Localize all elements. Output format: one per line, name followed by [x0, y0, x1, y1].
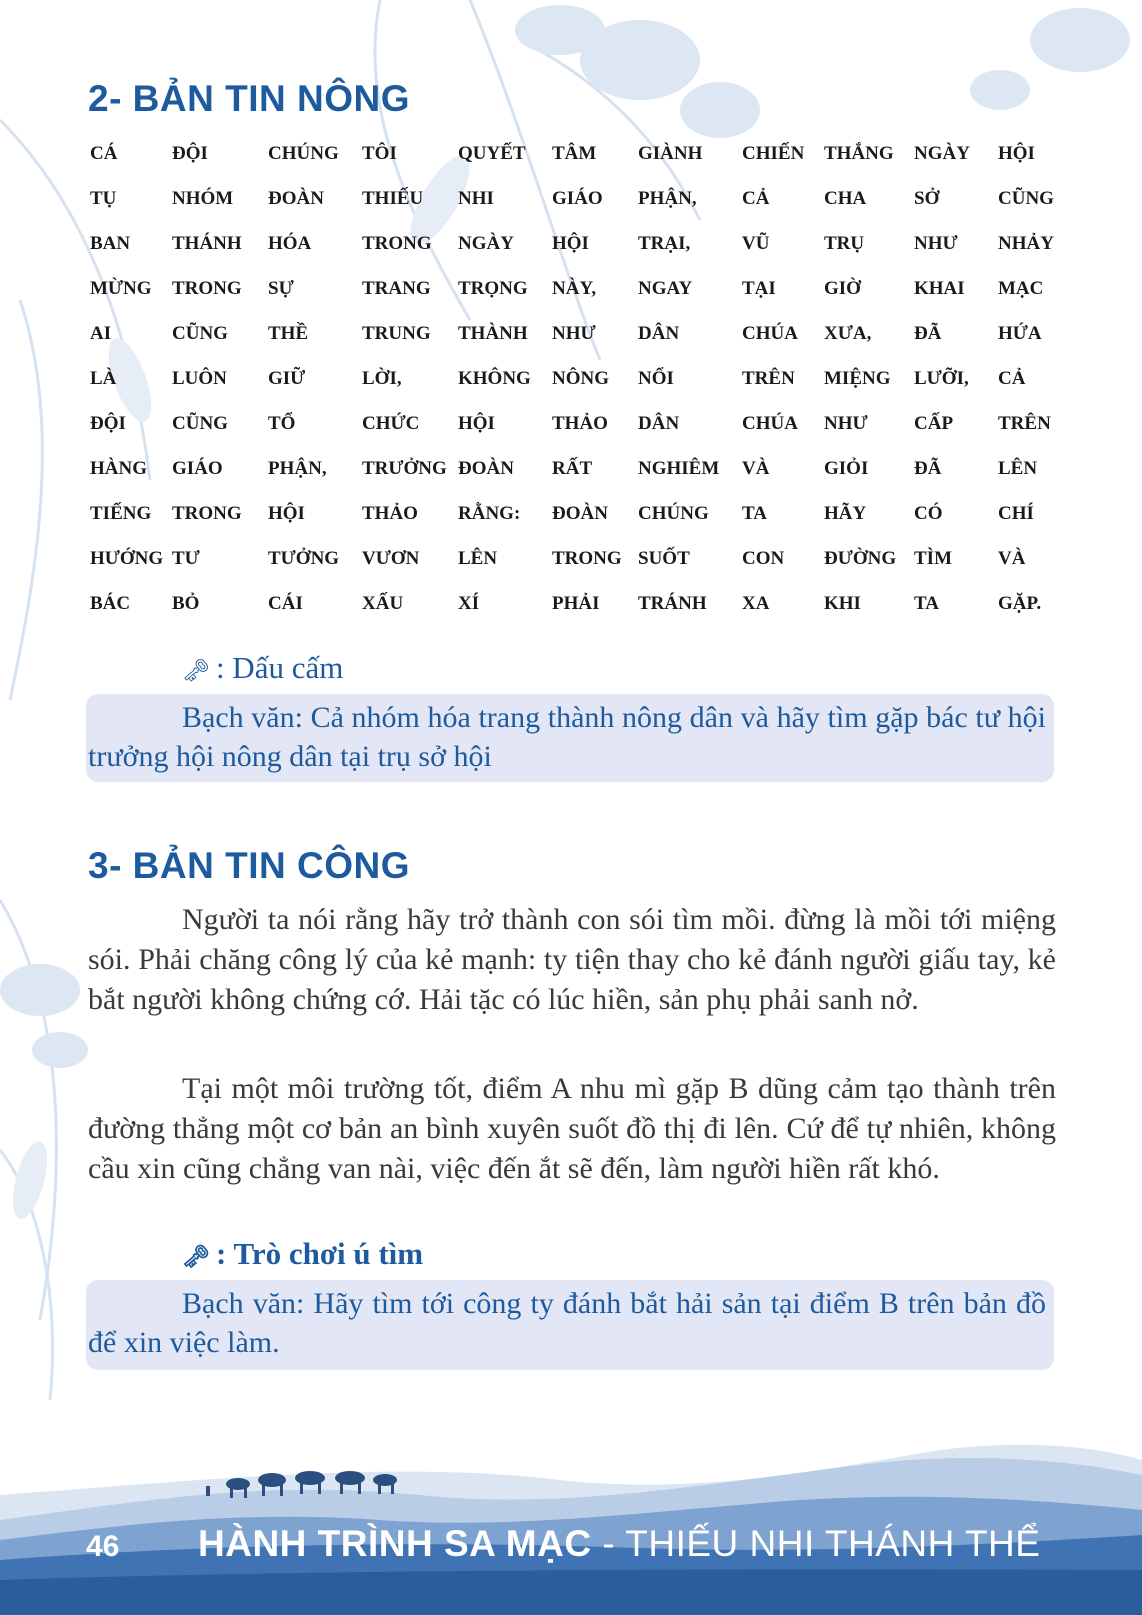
word-grid-cell: GIÀNH: [638, 143, 703, 164]
word-grid-cell: GIỮ: [268, 368, 306, 389]
word-grid-cell: NGHIÊM: [638, 458, 720, 479]
word-grid-row: [90, 323, 1050, 368]
word-grid-cell: MỪNG: [90, 278, 152, 299]
word-grid-cell: THÀNH: [458, 323, 528, 344]
word-grid-row: [90, 188, 1054, 233]
word-grid-cell: THẢO: [552, 413, 608, 434]
word-grid-cell: CHÚNG: [268, 143, 339, 164]
word-grid-cell: BỎ: [172, 593, 200, 614]
word-grid-cell: KHÔNG: [458, 368, 531, 389]
word-grid-cell: CẤP: [914, 413, 954, 434]
word-grid-cell: TRÊN: [998, 413, 1051, 434]
word-grid-cell: XÍ: [458, 593, 480, 614]
word-grid-cell: GIỜ: [824, 278, 861, 299]
word-grid-cell: CŨNG: [172, 413, 228, 434]
word-grid-cell: CẢ: [742, 188, 770, 209]
word-grid-cell: HỘI: [998, 143, 1035, 164]
word-grid-cell: TÂM: [552, 143, 597, 164]
word-grid-cell: SỞ: [914, 188, 940, 209]
word-grid-cell: LƯỠI,: [914, 368, 969, 389]
word-grid-cell: HỘI: [268, 503, 305, 524]
word-grid-cell: LUÔN: [172, 368, 227, 389]
word-grid-cell: SUỐT: [638, 548, 690, 569]
word-grid-cell: RẰNG:: [458, 503, 521, 524]
word-grid-cell: NHẢY: [998, 233, 1054, 254]
word-grid-cell: HÓA: [268, 233, 312, 254]
word-grid-cell: NHƯ: [552, 323, 596, 344]
word-grid-cell: TRỤ: [824, 233, 865, 254]
word-grid-cell: TẠI: [742, 278, 776, 299]
word-grid-cell: CHÚA: [742, 413, 798, 434]
plain-text-box-1: [86, 694, 1054, 782]
word-grid-cell: THIẾU: [362, 188, 424, 209]
footer-title: [198, 1523, 1040, 1565]
word-grid-cell: SỰ: [268, 278, 294, 299]
word-grid-cell: TỔ: [268, 413, 296, 434]
word-grid-cell: HƯỚNG: [90, 548, 164, 569]
word-grid-cell: ĐƯỜNG: [824, 548, 897, 569]
word-grid-cell: XA: [742, 593, 770, 614]
word-grid-cell: TRONG: [552, 548, 622, 569]
word-grid-cell: PHẬN,: [268, 458, 327, 479]
word-grid-cell: TƯỞNG: [268, 548, 340, 569]
word-grid-cell: LỜI,: [362, 368, 402, 389]
word-grid-cell: TRONG: [172, 278, 242, 299]
word-grid-cell: TIẾNG: [90, 503, 152, 524]
word-grid-cell: NGÀY: [458, 233, 514, 254]
word-grid-cell: VƯƠN: [362, 548, 420, 569]
word-grid-cell: TA: [742, 503, 767, 524]
word-grid-cell: TỤ: [90, 188, 117, 209]
word-grid-cell: TRUNG: [362, 323, 431, 344]
word-grid-cell: CẢ: [998, 368, 1026, 389]
word-grid-cell: TRANG: [362, 278, 431, 299]
word-grid-cell: ĐOÀN: [268, 188, 324, 209]
word-grid-cell: LÊN: [458, 548, 498, 569]
key-hint-1: [182, 650, 343, 686]
word-grid-cell: TƯ: [172, 548, 200, 569]
word-grid-cell: GIÁO: [172, 458, 223, 479]
word-grid-cell: QUYẾT: [458, 143, 526, 164]
word-grid-cell: GIỎI: [824, 458, 869, 479]
word-grid-cell: TRỌNG: [458, 278, 528, 299]
word-grid-cell: HỘI: [458, 413, 495, 434]
word-grid-cell: KHI: [824, 593, 861, 614]
plain-text-2: Bạch văn: Hãy tìm tới công ty đánh bắt hải sản tại điểm B trên bản đồ để xin việc làm.: [88, 1287, 1046, 1359]
word-grid-cell: CÁ: [90, 143, 118, 164]
word-grid-cell: TRẠI,: [638, 233, 691, 254]
word-grid-cell: RẤT: [552, 458, 593, 479]
word-grid-cell: THỀ: [268, 323, 309, 344]
word-grid-cell: CHỨC: [362, 413, 420, 434]
word-grid-cell: NGÀY: [914, 143, 970, 164]
word-grid-cell: NHƯ: [824, 413, 868, 434]
word-grid-row: [90, 278, 1050, 323]
word-grid-cell: CHÍ: [998, 503, 1034, 524]
word-grid-row: [90, 368, 1050, 413]
word-grid-cell: NGAY: [638, 278, 693, 299]
word-grid-cell: VŨ: [742, 233, 770, 254]
word-grid-cell: ĐÃ: [914, 323, 942, 344]
word-grid-cell: ĐOÀN: [552, 503, 608, 524]
word-grid-cell: GIÁO: [552, 188, 603, 209]
word-grid-cell: HỘI: [552, 233, 589, 254]
word-grid-cell: ĐỘI: [172, 143, 208, 164]
plain-text-box-2: [86, 1280, 1054, 1370]
word-grid-cell: TA: [914, 593, 939, 614]
word-grid-cell: CHÚNG: [638, 503, 709, 524]
word-grid-cell: TRONG: [362, 233, 432, 254]
word-grid-cell: NHÓM: [172, 188, 234, 209]
word-grid-cell: DÂN: [638, 323, 680, 344]
word-grid-cell: ĐỘI: [90, 413, 126, 434]
word-grid-row: [90, 458, 1050, 503]
word-grid-row: [90, 593, 1050, 638]
word-grid-cell: NHƯ: [914, 233, 958, 254]
footer-title-light: - THIẾU NHI THÁNH THỂ: [591, 1523, 1041, 1564]
word-grid-cell: CŨNG: [172, 323, 228, 344]
word-grid-cell: CHIẾN: [742, 143, 805, 164]
word-grid-cell: DÂN: [638, 413, 680, 434]
word-grid-cell: THẢO: [362, 503, 418, 524]
word-grid-cell: THÁNH: [172, 233, 242, 254]
word-grid-cell: HỨA: [998, 323, 1042, 344]
page-number: 46: [86, 1530, 120, 1563]
word-grid-cell: CON: [742, 548, 785, 569]
word-grid-cell: VÀ: [998, 548, 1026, 569]
word-grid-cell: KHAI: [914, 278, 965, 299]
word-grid-cell: ĐOÀN: [458, 458, 514, 479]
word-grid-cell: CHA: [824, 188, 867, 209]
word-grid-cell: TRƯỞNG: [362, 458, 447, 479]
word-grid-cell: CHÚA: [742, 323, 798, 344]
section-2-heading: 2- BẢN TIN NÔNG: [88, 78, 410, 119]
word-grid-cell: HÃY: [824, 503, 867, 524]
word-grid-cell: NÔNG: [552, 368, 609, 389]
word-grid-cell: LÊN: [998, 458, 1038, 479]
word-grid-cell: VÀ: [742, 458, 770, 479]
word-grid-cell: CŨNG: [998, 188, 1054, 209]
word-grid-cell: BÁC: [90, 593, 131, 614]
word-grid-row: [90, 413, 1050, 458]
section-3-heading: 3- BẢN TIN CÔNG: [88, 845, 410, 886]
word-grid-cell: XẤU: [362, 593, 404, 614]
key-hint-1-label: : Dấu cấm: [215, 650, 344, 685]
section-3-paragraph-2: Tại một môi trường tốt, điểm A nhu mì gặp B dũng cảm tạo thành trên đường thẳng một cơ bản an bình xuyên suốt đồ thị đi lên. Cứ để tự nhiên, không cầu xin cũng chẳng van nài, việc đến ắt sẽ đến, làm người hiền rất khó.: [88, 1072, 1056, 1185]
word-grid-cell: MIỆNG: [824, 368, 891, 389]
word-grid-cell: CÓ: [914, 503, 943, 524]
key-hint-2-label: : Trò chơi ú tìm: [215, 1236, 424, 1271]
word-grid-cell: ĐÃ: [914, 458, 942, 479]
word-grid-cell: PHẢI: [552, 593, 600, 614]
word-grid-cell: TRÁNH: [638, 593, 707, 614]
word-grid-row: [90, 143, 1050, 188]
word-grid-cell: NHI: [458, 188, 494, 209]
key-icon: 🗝: [182, 1243, 210, 1269]
word-grid-row: [90, 233, 1054, 278]
footer-title-bold: HÀNH TRÌNH SA MẠC: [198, 1523, 592, 1564]
word-grid-cell: THẮNG: [824, 143, 894, 164]
word-grid-cell: TÔI: [362, 143, 397, 164]
word-grid-cell: BAN: [90, 233, 131, 254]
word-grid-cell: TÌM: [914, 548, 952, 569]
word-grid-cell: NÀY,: [552, 278, 597, 299]
word-grid-cell: LÀ: [90, 368, 117, 389]
word-grid-row: [90, 548, 1050, 593]
key-icon: 🗝: [182, 657, 210, 683]
word-grid-cell: AI: [90, 323, 112, 344]
section-3-paragraph-1: Người ta nói rằng hãy trở thành con sói tìm mồi. đừng là mồi tới miệng sói. Phải chăng công lý của kẻ mạnh: ty tiện thay cho kẻ đánh người giấu tay, kẻ bắt người không chứng cớ. Hải tặc có lúc hiền, sản phụ phải sanh nở.: [88, 903, 1056, 1016]
word-grid-cell: GẶP.: [998, 593, 1042, 614]
word-grid-cell: TRÊN: [742, 368, 795, 389]
word-grid-cell: NỔI: [638, 368, 674, 389]
word-grid-cell: HÀNG: [90, 458, 147, 479]
word-grid-cell: TRONG: [172, 503, 242, 524]
word-grid: [90, 143, 1054, 638]
word-grid-cell: MẠC: [998, 278, 1044, 299]
word-grid-row: [90, 503, 1050, 548]
word-grid-cell: XƯA,: [824, 323, 872, 344]
plain-text-1: Bạch văn: Cả nhóm hóa trang thành nông dân và hãy tìm gặp bác tư hội trưởng hội nông dân tại trụ sở hội: [88, 701, 1046, 773]
key-hint-2: [182, 1236, 423, 1272]
word-grid-cell: CÁI: [268, 593, 303, 614]
word-grid-cell: PHẬN,: [638, 188, 697, 209]
